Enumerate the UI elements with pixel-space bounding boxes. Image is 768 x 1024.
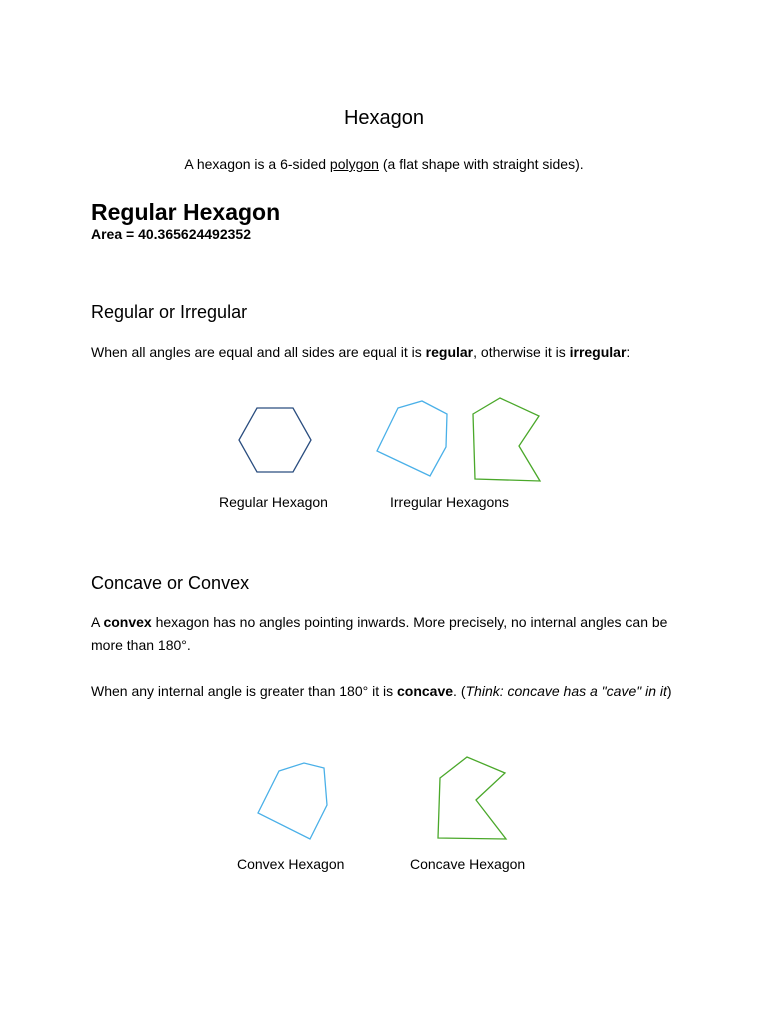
concave-text-3: ) <box>666 683 672 699</box>
regular-or-irregular-heading: Regular or Irregular <box>91 302 248 322</box>
concave-bold: concave <box>397 683 454 699</box>
concave-or-convex-heading: Concave or Convex <box>91 573 250 593</box>
page-title: Hexagon <box>343 107 425 129</box>
polygon-link[interactable]: polygon <box>329 156 379 172</box>
concave-text-1: When any internal angle is greater than 180° it is <box>91 683 397 699</box>
regular-hexagon-heading: Regular Hexagon <box>91 199 281 225</box>
caption-irregular-hexagons: Irregular Hexagons <box>390 494 510 510</box>
intro-text-before: A hexagon is a 6-sided <box>184 156 330 172</box>
caption-regular-hexagon: Regular Hexagon <box>219 494 328 510</box>
area-value: Area = 40.365624492352 <box>91 226 251 242</box>
intro-text-after: (a flat shape with straight sides). <box>378 156 584 172</box>
convex-bold: convex <box>103 614 152 630</box>
convex-text-1: A <box>91 614 104 630</box>
convex-definition-paragraph <box>91 611 681 657</box>
concave-think-italic: Think: concave has a "cave" in it <box>465 683 667 699</box>
reg-text-2: , otherwise it is <box>473 344 570 360</box>
concave-text-2: . ( <box>453 683 466 699</box>
irregular-concave-hexagon-shape <box>473 398 540 481</box>
regular-hexagon-shape <box>239 408 311 472</box>
convex-hexagon-shape <box>258 763 327 839</box>
concave-definition-paragraph <box>91 680 681 703</box>
reg-bold-regular: regular <box>425 344 474 360</box>
caption-concave-hexagon: Concave Hexagon <box>410 856 526 872</box>
reg-bold-irregular: irregular <box>569 344 627 360</box>
concave-hexagon-shape <box>438 757 506 839</box>
reg-text-1: When all angles are equal and all sides are equal it is <box>91 344 426 360</box>
convex-text-2: hexagon has no angles pointing inwards. More precisely, no internal angles can be more than 180°. <box>91 614 668 653</box>
caption-convex-hexagon: Convex Hexagon <box>237 856 345 872</box>
reg-text-3: : <box>626 344 631 360</box>
irregular-convex-hexagon-shape <box>377 401 447 476</box>
